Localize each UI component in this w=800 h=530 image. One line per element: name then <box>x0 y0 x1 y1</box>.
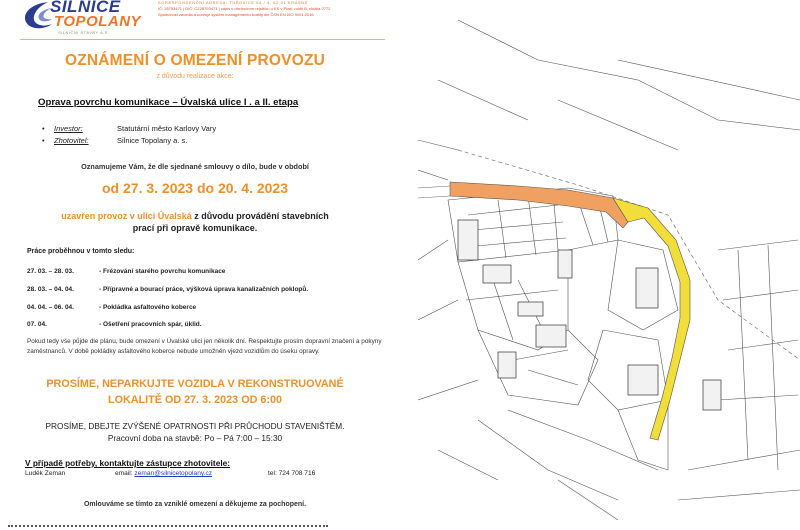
company-logo <box>14 0 142 36</box>
logo-line2: TOPOLANY <box>54 13 142 30</box>
contact-row <box>25 470 405 480</box>
work-dates: 04. 04. – 06. 04. <box>27 304 74 311</box>
closure-text <box>0 210 390 234</box>
work-dates: 27. 03. – 28. 03. <box>27 268 74 275</box>
announcement: Oznamujeme Vám, že dle sjednané smlouvy o dílo, bude v období <box>81 162 309 171</box>
party-value: Silnice Topolany a. s. <box>117 136 188 145</box>
footer-line <box>8 525 328 528</box>
contact-email <box>115 470 212 477</box>
caution-line1: PROSÍME, DBEJTE ZVÝŠENÉ OPATRNOSTI PŘI PRŮCHODU STAVENIŠTĚM. <box>45 421 345 431</box>
closure-reason-line2: prací při opravě komunikace. <box>132 223 258 233</box>
site-map-drawing <box>418 0 800 530</box>
work-dates: 28. 03. – 04. 04. <box>27 286 74 293</box>
closure-reason: z důvodu provádění stavebních <box>191 211 329 221</box>
letterhead <box>0 0 390 40</box>
highlight-stage-2 <box>613 198 690 440</box>
header-divider <box>20 39 385 40</box>
project-name: Oprava povrchu komunikace – Úvalská ulice I . a II. etapa <box>38 97 299 108</box>
party-value: Statutární město Karlovy Vary <box>117 124 217 133</box>
notice-subtitle: z důvodu realizace akce: <box>156 73 234 80</box>
email-label: email: <box>115 470 135 477</box>
logo-subtitle: SILNIČNÍ STAVBY A.S. <box>58 30 110 35</box>
work-task: - Frézování starého povrchu komunikace <box>99 268 226 275</box>
works-title: Práce proběhnou v tomto sledu: <box>27 248 135 255</box>
bullet-icon: • <box>42 136 45 145</box>
work-task: - Pokládka asfaltového koberce <box>99 304 197 311</box>
work-task: - Ošetření pracovních spár, úklid. <box>99 321 202 328</box>
info-paragraph: Pokud tedy vše půjde dle plánu, bude omezení v Úvalské ulici jen několik dní. Respektujte prosím dopravní značení a pokyny zaměstnanců. V době pokládky asfaltového koberce nebude umožněn vjezd vozidlům do úseku opravy. <box>27 338 382 355</box>
site-map <box>418 0 800 530</box>
registration-info: IČ: 26753471 | DIČ: CZ26753471 | zápis v obchodním rejstříku u KS v Plzni, oddíl B, vložka 2772 <box>158 6 331 12</box>
parking-warning-line2: LOKALITĚ OD 27. 3. 2023 OD 6:00 <box>107 394 282 406</box>
party-key: Zhotovitel: <box>54 136 89 145</box>
work-dates: 07. 04. <box>27 321 47 328</box>
caution-notice <box>0 421 390 444</box>
swoosh-icon <box>14 0 54 36</box>
parking-warning-line1: PROSÍME, NEPARKUJTE VOZIDLA V REKONSTRUOVANÉ <box>46 378 344 390</box>
notice-title: OZNÁMENÍ O OMEZENÍ PROVOZU <box>64 52 326 69</box>
contact-phone: tel: 724 708 716 <box>268 470 316 477</box>
quality-statement: Společnost zavedla a udržuje systém managementu kvality dle ČSN EN ISO 9001:2016 <box>158 12 314 18</box>
closure-street: uzavřen provoz v ulici Úvalská <box>61 211 192 221</box>
contact-title: V případě potřeby, kontaktujte zástupce zhotovitele: <box>25 458 230 468</box>
email-link[interactable]: zeman@silnicetopolany.cz <box>134 470 213 477</box>
work-task: - Přípravné a bourací práce, výšková úprava kanalizačních poklopů. <box>99 286 309 293</box>
bullet-icon: • <box>42 124 45 133</box>
working-hours: Pracovní doba na stavbě: Po – Pá 7:00 – 15:30 <box>107 432 283 443</box>
logo-line1: SILNICE <box>50 0 121 16</box>
closure-dates: od 27. 3. 2023 do 20. 4. 2023 <box>102 180 288 196</box>
apology-text: Omlouváme se tímto za vzniklé omezení a děkujeme za pochopení. <box>83 501 307 508</box>
letterhead-info <box>158 0 384 19</box>
party-key: Investor: <box>54 124 83 133</box>
contact-name: Luděk Zeman <box>25 470 66 477</box>
parking-warning <box>0 376 390 408</box>
correspondence-address: KORESPONDENČNÍ ADRESA: TUŠOVICE 64 / 4, 62 01 KRÁSNÉ <box>158 0 309 5</box>
